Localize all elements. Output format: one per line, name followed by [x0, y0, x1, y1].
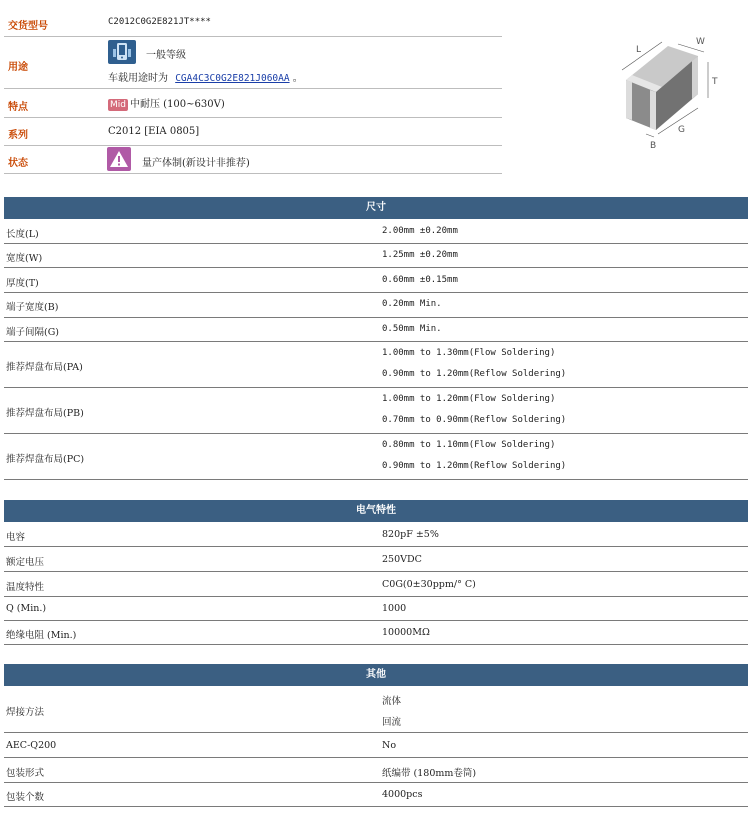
table-row — [4, 434, 748, 480]
row-label: 端子间隔(G) — [6, 327, 60, 338]
row-value: 回流 — [382, 717, 402, 728]
capacitor-dimension-diagram — [598, 30, 728, 155]
row-value: 1.25mm ±0.20mm — [382, 250, 458, 260]
series-value: C2012 [EIA 0805] — [108, 126, 200, 137]
row-value: 820pF ±5% — [382, 529, 439, 540]
row-label: 包装个数 — [6, 792, 45, 803]
row-label: 推荐焊盘布局(PB) — [6, 408, 84, 419]
automotive-part-link[interactable]: CGA4C3C0G2E821J060AA — [175, 73, 290, 84]
row-label: 绝缘电阻 (Min.) — [6, 630, 77, 641]
table-row — [4, 388, 748, 434]
capacitor-chip-illustration — [598, 30, 728, 155]
row-label: 温度特性 — [6, 582, 45, 593]
table-row — [4, 758, 748, 783]
use-label: 用途 — [8, 62, 28, 73]
table-row — [4, 268, 748, 293]
table-row — [4, 783, 748, 807]
use-grade: 一般等级 — [146, 50, 186, 61]
row-label: 推荐焊盘布局(PC) — [6, 454, 85, 465]
row-value: 纸编带 (180mm卷筒) — [382, 768, 477, 779]
dim-label-t: T — [712, 77, 718, 87]
dim-label-l: L — [636, 45, 642, 55]
row-value: 流体 — [382, 696, 402, 707]
table-row — [4, 597, 748, 621]
row-value: 0.50mm Min. — [382, 324, 442, 334]
status-row — [4, 146, 502, 174]
row-label: 电容 — [6, 532, 26, 543]
general-grade-icon — [108, 40, 136, 64]
row-value: C0G(0±30ppm/° C) — [382, 579, 476, 590]
row-value: No — [382, 740, 397, 751]
use-row — [4, 37, 502, 89]
row-value: 0.90mm to 1.20mm(Reflow Soldering) — [382, 461, 567, 471]
table-row — [4, 342, 748, 388]
automotive-note — [108, 69, 303, 84]
series-label: 系列 — [8, 130, 28, 141]
row-label: 厚度(T) — [6, 278, 39, 289]
row-label: 长度(L) — [6, 229, 39, 240]
table-row — [4, 733, 748, 758]
table-row — [4, 572, 748, 597]
dim-label-w: W — [696, 37, 705, 47]
table-row — [4, 244, 748, 268]
part-number-value: C2012C0G2E821JT**** — [108, 17, 211, 27]
row-label: 端子宽度(B) — [6, 302, 59, 313]
product-info — [0, 0, 750, 180]
row-value: 1000 — [382, 603, 407, 614]
row-value: 1.00mm to 1.30mm(Flow Soldering) — [382, 348, 556, 358]
dim-label-g: G — [678, 125, 685, 135]
table-row — [4, 687, 748, 733]
table-row — [4, 547, 748, 572]
status-label: 状态 — [8, 158, 28, 169]
table-row — [4, 318, 748, 342]
row-label: 焊接方法 — [6, 707, 45, 718]
row-value: 0.70mm to 0.90mm(Reflow Soldering) — [382, 415, 567, 425]
row-label: 宽度(W) — [6, 253, 43, 264]
warning-icon — [107, 147, 131, 171]
feature-row — [4, 89, 502, 118]
row-label: 额定电压 — [6, 557, 45, 568]
row-value: 0.20mm Min. — [382, 299, 442, 309]
dimensions-header: 尺寸 — [4, 197, 748, 219]
row-label: Q (Min.) — [6, 603, 47, 614]
row-value: 250VDC — [382, 554, 422, 565]
automotive-suffix: 。 — [292, 73, 303, 84]
table-row — [4, 621, 748, 645]
row-value: 0.90mm to 1.20mm(Reflow Soldering) — [382, 369, 567, 379]
dim-label-b: B — [650, 141, 657, 151]
row-value: 1.00mm to 1.20mm(Flow Soldering) — [382, 394, 556, 404]
electrical-header: 电气特性 — [4, 500, 748, 522]
table-row — [4, 220, 748, 244]
row-value: 0.80mm to 1.10mm(Flow Soldering) — [382, 440, 556, 450]
series-row — [4, 118, 502, 146]
row-label: 包装形式 — [6, 768, 45, 779]
feature-text: 中耐压 (100~630V) — [129, 99, 225, 110]
mid-voltage-badge: Mid — [110, 99, 126, 110]
feature-value — [108, 95, 225, 111]
row-value: 10000MΩ — [382, 627, 430, 638]
row-value: 2.00mm ±0.20mm — [382, 226, 458, 236]
table-row — [4, 523, 748, 547]
table-row — [4, 293, 748, 318]
automotive-text: 车载用途时为 — [108, 73, 168, 84]
feature-label: 特点 — [8, 102, 28, 113]
row-value: 0.60mm ±0.15mm — [382, 275, 458, 285]
row-value: 4000pcs — [382, 789, 423, 800]
status-value: 量产体制(新设计非推荐) — [142, 158, 250, 169]
other-header: 其他 — [4, 664, 748, 686]
row-label: 推荐焊盘布局(PA) — [6, 362, 83, 373]
part-number-row — [4, 6, 502, 37]
part-number-label: 交货型号 — [8, 21, 48, 32]
row-label: AEC-Q200 — [6, 740, 57, 751]
